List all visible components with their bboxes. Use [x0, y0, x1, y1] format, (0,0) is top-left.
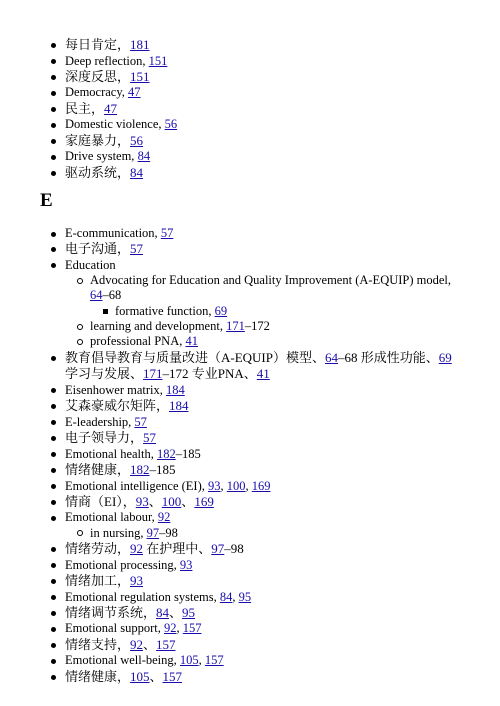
index-entry: Democracy, 47: [0, 85, 500, 100]
section-heading-e: E: [40, 190, 53, 211]
page-link[interactable]: 95: [238, 589, 252, 604]
page-link[interactable]: 171: [143, 366, 163, 382]
index-entry-education: Education: [0, 258, 500, 273]
index-entry: 家庭暴力，56: [0, 133, 500, 150]
index-entry: 情绪劳动，92 在护理中、97–98: [0, 541, 500, 558]
index-entry: E-communication, 57: [0, 226, 500, 241]
index-entry: 民主，47: [0, 101, 500, 118]
index-entry: Eisenhower matrix, 184: [0, 383, 500, 398]
page-link[interactable]: 47: [104, 100, 118, 116]
index-entry: 情绪调节系统，84、95: [0, 605, 500, 622]
page-link[interactable]: 157: [182, 621, 202, 636]
page-link[interactable]: 97: [211, 541, 225, 557]
page-link[interactable]: 100: [161, 493, 182, 509]
index-entry: 情绪支持，92、157: [0, 637, 500, 654]
page-link[interactable]: 184: [169, 398, 189, 414]
index-entry: 驱动系统，84: [0, 165, 500, 182]
page-link[interactable]: 93: [208, 478, 221, 493]
page-link[interactable]: 151: [148, 53, 168, 68]
page-link[interactable]: 84: [156, 604, 170, 620]
page-link[interactable]: 57: [143, 430, 157, 446]
page-link[interactable]: 181: [130, 37, 150, 52]
index-entry: 情绪健康，182–185: [0, 462, 500, 479]
page-link[interactable]: 169: [194, 493, 214, 509]
page-link[interactable]: 100: [226, 478, 246, 493]
index-entry: 电子沟通，57: [0, 241, 500, 258]
page-link[interactable]: 157: [162, 668, 183, 684]
index-entry: Deep reflection, 151: [0, 54, 500, 69]
page-link[interactable]: 93: [135, 493, 149, 509]
index-entry: 每日肯定，181: [0, 37, 500, 54]
page-link[interactable]: 151: [130, 68, 150, 84]
index-entry: Emotional health, 182–185: [0, 447, 500, 462]
page-link[interactable]: 47: [128, 85, 141, 100]
page-link[interactable]: 84: [219, 589, 233, 604]
index-entry: E-leadership, 57: [0, 415, 500, 430]
page-link[interactable]: 92: [163, 621, 177, 636]
page-link[interactable]: 157: [156, 636, 176, 652]
index-entry: Emotional processing, 93: [0, 558, 500, 573]
index-subsubentry: formative function, 69: [0, 304, 500, 319]
index-entry: Emotional labour, 92: [0, 510, 500, 525]
page-link[interactable]: 41: [256, 366, 270, 382]
index-entry: Emotional well-being, 105, 157: [0, 653, 500, 668]
index-entry: 情绪加工，93: [0, 573, 500, 590]
page-link[interactable]: 169: [251, 478, 271, 493]
page-link[interactable]: 97: [146, 525, 160, 540]
index-entry: Domestic violence, 56: [0, 117, 500, 132]
page-link[interactable]: 93: [130, 572, 144, 588]
index-subentry: in nursing, 97–98: [0, 526, 500, 541]
index-entry: 电子领导力，57: [0, 430, 500, 447]
index-list-e: [0, 226, 500, 685]
page-link[interactable]: 41: [185, 334, 198, 349]
page-link[interactable]: 57: [160, 226, 174, 240]
index-subentry: professional PNA, 41: [0, 334, 500, 349]
page-link[interactable]: 56: [164, 117, 178, 132]
page-link[interactable]: 93: [179, 557, 193, 572]
page-link[interactable]: 182: [157, 446, 176, 461]
page-link[interactable]: 182: [130, 461, 150, 477]
index-entry: Emotional regulation systems, 84, 95: [0, 590, 500, 605]
page-link[interactable]: 92: [130, 636, 144, 652]
page-link[interactable]: 157: [204, 653, 224, 668]
page-link[interactable]: 56: [130, 132, 144, 148]
index-entry: Drive system, 84: [0, 149, 500, 164]
index-entry: 艾森豪威尔矩阵，184: [0, 398, 500, 415]
page-link[interactable]: 171: [226, 319, 245, 334]
index-entry: 教育倡导教育与质量改进（A-EQUIP）模型、64–68 形成性功能、69 学习与发展、171–172 专业PNA、41: [0, 350, 500, 383]
page-link[interactable]: 57: [130, 241, 144, 257]
page-link[interactable]: 64: [325, 349, 338, 365]
page-link[interactable]: 69: [214, 303, 228, 318]
page-link[interactable]: 84: [130, 164, 144, 180]
index-entry: Emotional intelligence (EI), 93, 100, 169: [0, 479, 500, 494]
page-link[interactable]: 84: [137, 149, 151, 164]
index-entry: 情商（EI），93、100、169: [0, 494, 500, 511]
index-subentry: learning and development, 171–172: [0, 319, 500, 334]
page-link[interactable]: 105: [130, 668, 150, 684]
index-entry: 情绪健康，105、157: [0, 669, 500, 686]
page-link[interactable]: 57: [134, 414, 147, 429]
page-link[interactable]: 64: [90, 288, 103, 303]
page-link[interactable]: 184: [166, 382, 185, 397]
page-link[interactable]: 105: [179, 653, 199, 668]
page-link[interactable]: 92: [157, 510, 171, 525]
index-entry: Emotional support, 92, 157: [0, 621, 500, 636]
index-list-d: [0, 37, 500, 181]
page-link[interactable]: 95: [182, 604, 196, 620]
page-link[interactable]: 69: [438, 349, 452, 365]
index-subentry: Advocating for Education and Quality Improvement (A-EQUIP) model, 64–68: [0, 273, 500, 304]
page-link[interactable]: 92: [130, 541, 144, 557]
index-entry: 深度反思，151: [0, 69, 500, 86]
